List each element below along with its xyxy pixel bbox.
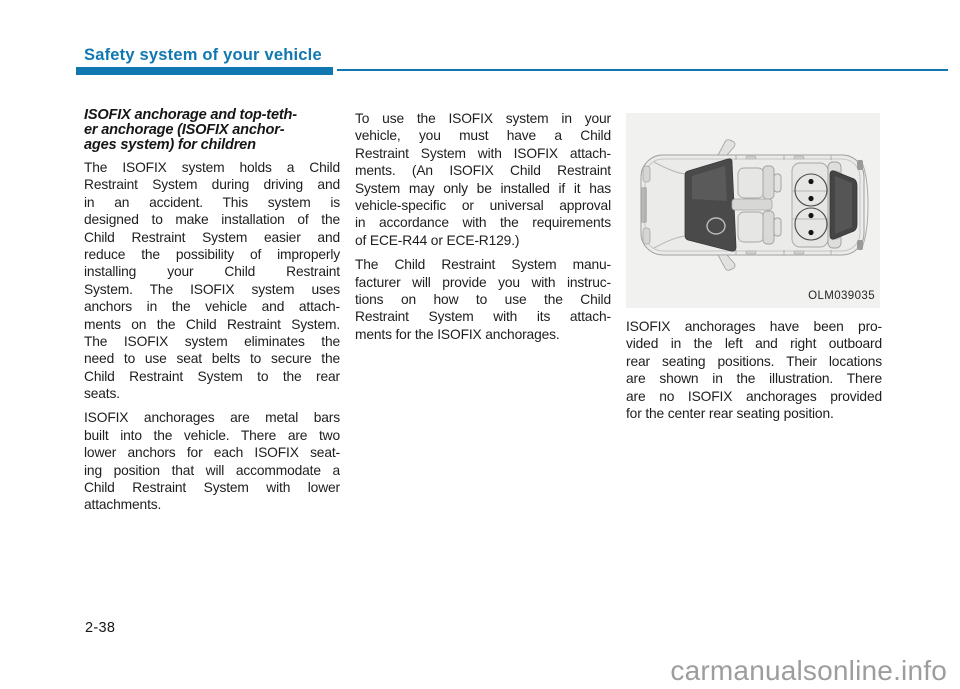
column-middle bbox=[355, 110, 611, 350]
chapter-title: Safety system of your vehicle bbox=[84, 46, 322, 69]
car-top-view-illustration bbox=[626, 113, 880, 308]
page-number: 2-38 bbox=[85, 620, 116, 636]
isofix-location-figure bbox=[626, 113, 880, 308]
column-left bbox=[84, 108, 340, 521]
body-paragraph-5: ISOFIX anchorages have been pro- vided in the left and right outboard rear seating positions. Their locations are shown in the illustration. There are no ISOFIX anchorages provided for the center rear seating position. bbox=[626, 319, 882, 421]
body-paragraph-2: ISOFIX anchorages are metal bars built into the vehicle. There are two lower anchors for each ISOFIX seat- ing position that will accommodate a Child Restraint System with lower attachments. bbox=[84, 410, 340, 513]
header-accent-bar bbox=[76, 67, 333, 75]
header-rule-line bbox=[337, 69, 948, 71]
watermark-text: carmanualsonline.info bbox=[670, 655, 947, 686]
section-heading: ISOFIX anchorage and top-teth- er anchorage (ISOFIX anchor- ages system) for children bbox=[84, 108, 297, 153]
body-paragraph-4: The Child Restraint System manu- facturer will provide you with instruc- tions on how to use the Child Restraint System with its attach- ments for the ISOFIX anchorages. bbox=[355, 257, 611, 342]
figure-code-label: OLM039035 bbox=[808, 289, 875, 302]
body-paragraph-3: To use the ISOFIX system in your vehicle, you must have a Child Restraint System with ISOFIX attach- ments. (An ISOFIX Child Restraint System may only be installed if it has vehicle-specific or universal approval in accordance with the requirements of ECE-R44 or ECE-R129.) bbox=[355, 111, 611, 248]
column-right bbox=[626, 106, 882, 429]
body-paragraph-1: The ISOFIX system holds a Child Restraint System during driving and in an accident. This system is designed to make installation of the Child Restraint System easier and reduce the possibility of improperly installing your Child Restraint System. The ISOFIX system uses anchors in the vehicle and attach- ments on the Child Restraint System. The ISOFIX system eliminates the need to use seat belts to secure the Child Restraint System to the rear seats. bbox=[84, 160, 340, 402]
